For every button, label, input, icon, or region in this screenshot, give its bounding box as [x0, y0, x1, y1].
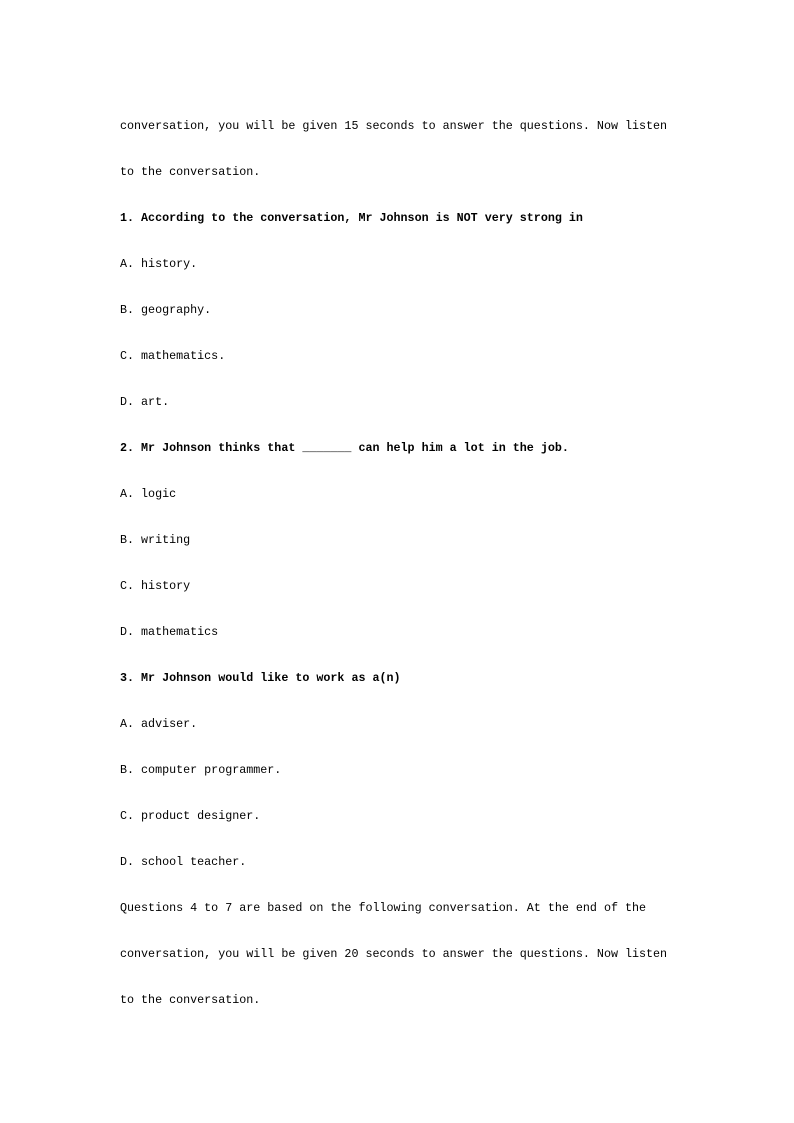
option-2d: D. mathematics: [120, 625, 219, 639]
option-1d: D. art.: [120, 395, 170, 409]
paragraph-line: to the conversation.: [120, 165, 261, 179]
instruction-line: Questions 4 to 7 are based on the following conversation. At the end of the: [120, 901, 647, 915]
option-2c: C. history: [120, 579, 191, 593]
option-1c: C. mathematics.: [120, 349, 226, 363]
paragraph-line: conversation, you will be given 15 seconds to answer the questions. Now listen: [120, 119, 668, 133]
instruction-line: conversation, you will be given 20 seconds to answer the questions. Now listen: [120, 947, 668, 961]
question-2: 2. Mr Johnson thinks that _______ can help him a lot in the job.: [120, 441, 569, 455]
option-3c: C. product designer.: [120, 809, 261, 823]
option-2b: B. writing: [120, 533, 191, 547]
instruction-line: to the conversation.: [120, 993, 261, 1007]
option-3b: B. computer programmer.: [120, 763, 282, 777]
option-3d: D. school teacher.: [120, 855, 247, 869]
question-1: 1. According to the conversation, Mr Johnson is NOT very strong in: [120, 211, 583, 225]
question-3: 3. Mr Johnson would like to work as a(n): [120, 671, 401, 685]
option-1b: B. geography.: [120, 303, 212, 317]
option-2a: A. logic: [120, 487, 177, 501]
option-3a: A. adviser.: [120, 717, 198, 731]
option-1a: A. history.: [120, 257, 198, 271]
document-page: [120, 103, 720, 1023]
